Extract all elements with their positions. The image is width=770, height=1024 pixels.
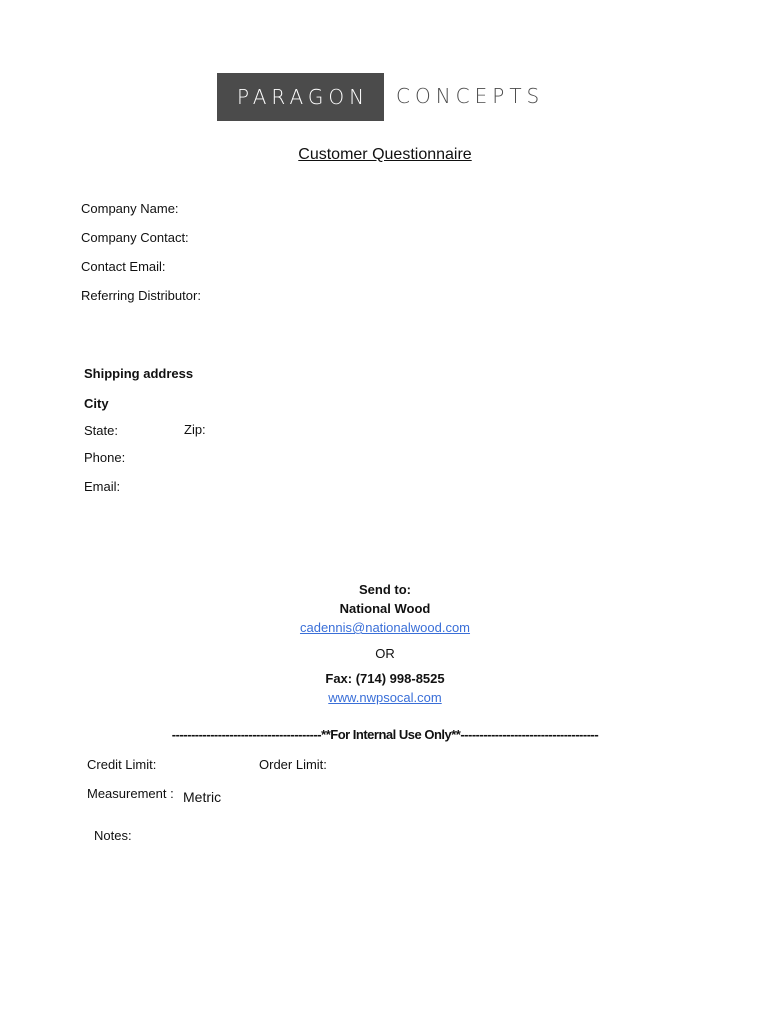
company-contact-label: Company Contact: bbox=[81, 230, 189, 245]
referring-distributor-label: Referring Distributor: bbox=[81, 288, 201, 303]
city-label: City bbox=[84, 396, 109, 411]
measurement-label: Measurement : bbox=[87, 786, 174, 801]
contact-email-label: Contact Email: bbox=[81, 259, 166, 274]
send-to-email-container bbox=[0, 620, 770, 635]
send-to-company: National Wood bbox=[339, 601, 431, 616]
fax-number: Fax: (714) 998-8525 bbox=[325, 671, 445, 686]
website-link[interactable]: www.nwpsocal.com bbox=[328, 690, 442, 705]
credit-limit-label: Credit Limit: bbox=[87, 757, 157, 772]
logo-word-paragon: PARAGON bbox=[236, 85, 370, 109]
logo-paragon-box bbox=[217, 73, 384, 121]
zip-label: Zip: bbox=[184, 422, 206, 437]
internal-use-divider: ---------------------------------------**For Internal Use Only**------------------------------------ bbox=[171, 727, 599, 742]
shipping-address-heading: Shipping address bbox=[84, 366, 194, 381]
state-label: State: bbox=[84, 423, 118, 438]
measurement-value[interactable]: Metric bbox=[183, 789, 222, 805]
page-title: Customer Questionnaire bbox=[298, 146, 472, 163]
send-to-email-link[interactable]: cadennis@nationalwood.com bbox=[299, 620, 471, 635]
or-text: OR bbox=[375, 646, 395, 661]
send-to-heading: Send to: bbox=[359, 582, 411, 597]
notes-label: Notes: bbox=[94, 828, 132, 843]
email-label: Email: bbox=[84, 479, 121, 494]
website-container bbox=[0, 690, 770, 705]
company-name-label: Company Name: bbox=[81, 201, 179, 216]
logo-word-concepts: CONCEPTS bbox=[396, 84, 545, 108]
order-limit-label: Order Limit: bbox=[259, 757, 327, 772]
phone-label: Phone: bbox=[84, 450, 126, 465]
